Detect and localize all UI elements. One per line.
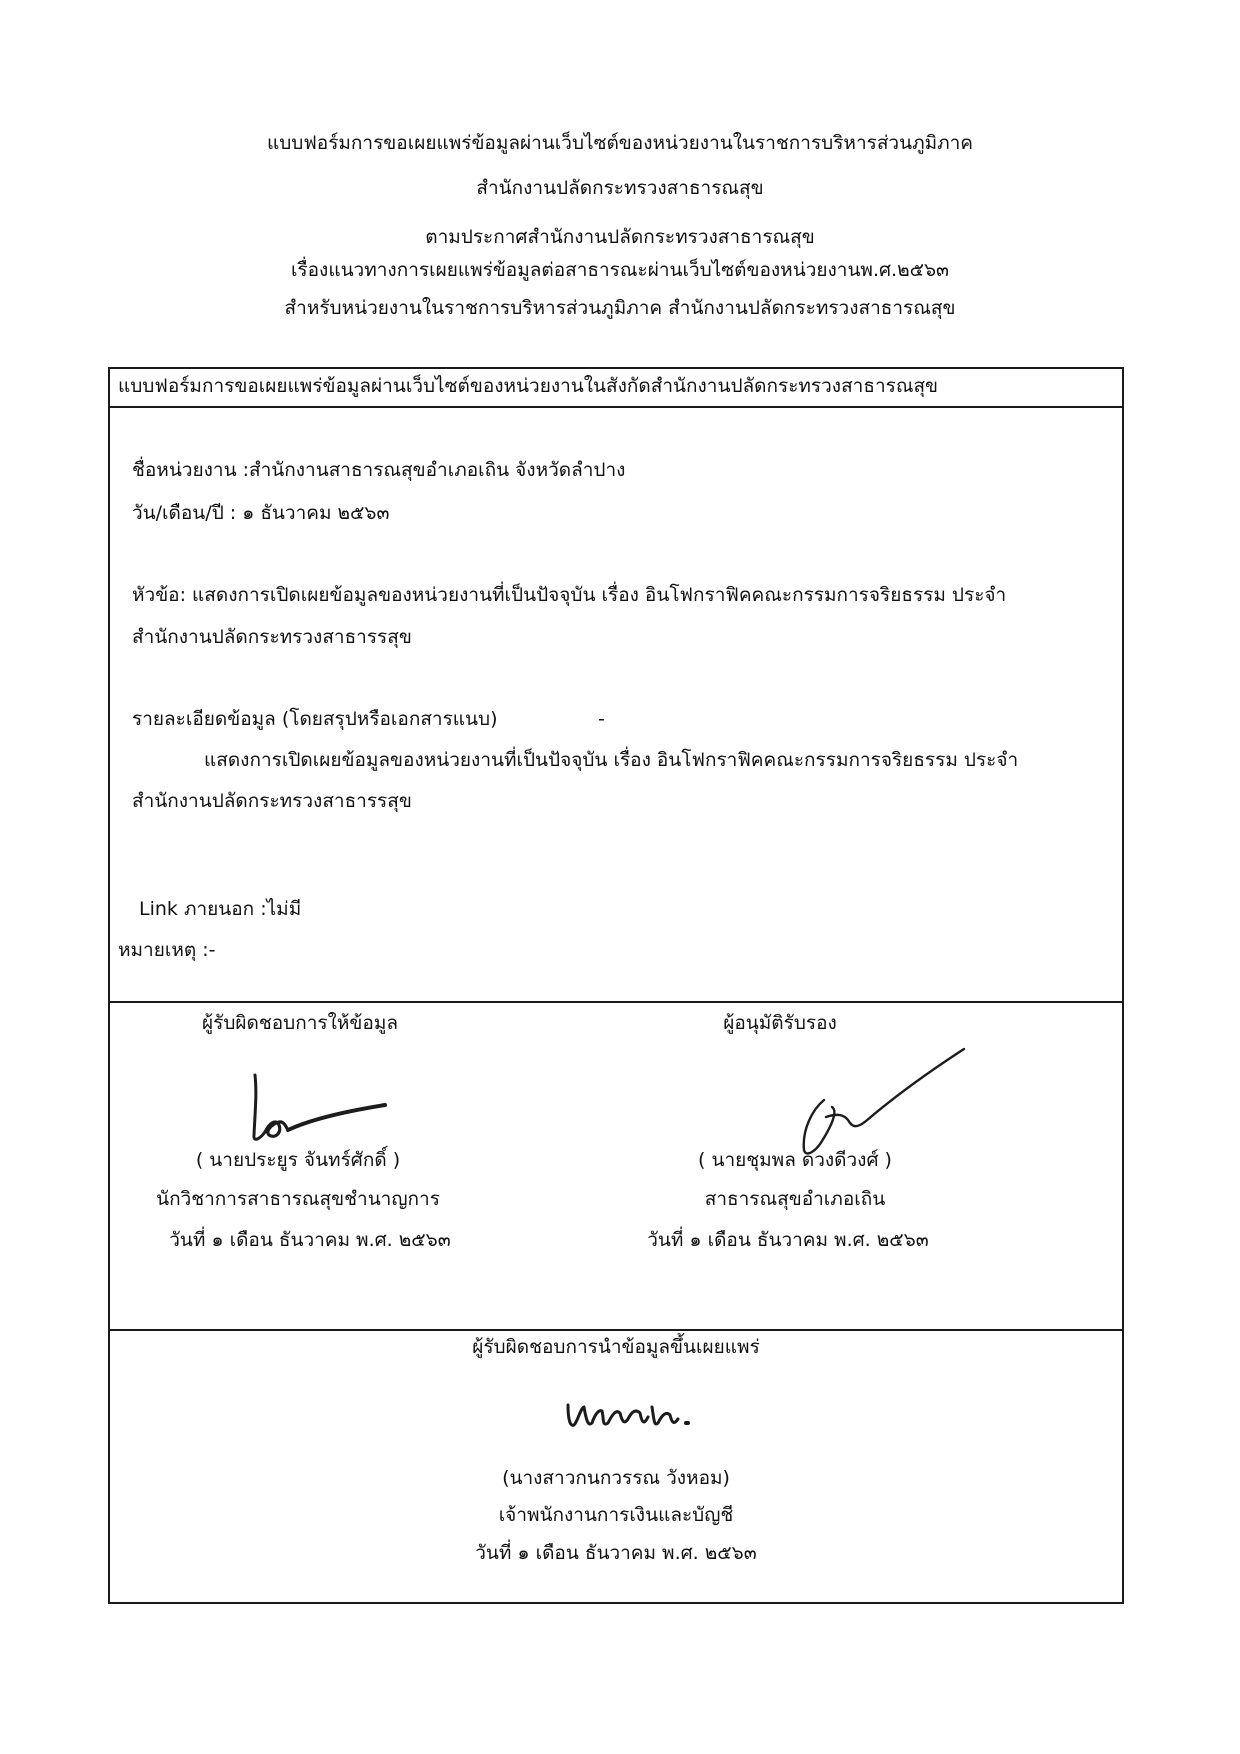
provider-name: ( นายประยูร จันทร์ศักดิ์ )	[195, 1149, 401, 1171]
provider-role: ผู้รับผิดชอบการให้ข้อมูล	[202, 1012, 398, 1034]
approver-name: ( นายชุมพล ดวงดีวงศ์ )	[698, 1149, 892, 1171]
approver-signature	[794, 1045, 974, 1165]
provider-date: วันที่ ๑ เดือน ธันวาคม พ.ศ. ๒๕๖๓	[169, 1229, 451, 1251]
header-line-3: ตามประกาศสำนักงานปลัดกระทรวงสาธารณสุข	[425, 226, 815, 248]
publisher-signature	[562, 1389, 702, 1433]
approver-position: สาธารณสุขอำเภอเถิน	[704, 1188, 886, 1210]
form-box	[108, 367, 1124, 1604]
approver-date: วันที่ ๑ เดือน ธันวาคม พ.ศ. ๒๕๖๓	[647, 1229, 929, 1251]
agency-name: ชื่อหน่วยงาน :สำนักงานสาธารณสุขอำเภอเถิน จังหวัดลำปาง	[132, 459, 626, 481]
provider-position: นักวิชาการสาธารณสุขชำนาญการ	[156, 1188, 440, 1210]
details-divider	[110, 1001, 1122, 1003]
publisher-position: เจ้าพนักงานการเงินและบัญชี	[498, 1504, 734, 1526]
details-line-1: แสดงการเปิดเผยข้อมูลของหน่วยงานที่เป็นปัจจุบัน เรื่อง อินโฟกราฟิคคณะกรรมการจริยธรรม ประจำ	[204, 749, 1019, 771]
topic-line-1: หัวข้อ: แสดงการเปิดเผยข้อมูลของหน่วยงานที่เป็นปัจจุบัน เรื่อง อินโฟกราฟิคคณะกรรมการจริยธรรม ประจำ	[132, 584, 1007, 606]
header-line-2: สำนักงานปลัดกระทรวงสาธารณสุข	[476, 177, 764, 199]
header-line-1: แบบฟอร์มการขอเผยแพร่ข้อมูลผ่านเว็บไซต์ของหน่วยงานในราชการบริหารส่วนภูมิภาค	[266, 132, 974, 154]
details-label: รายละเอียดข้อมูล (โดยสรุปหรือเอกสารแนบ)	[132, 708, 498, 730]
publisher-name: (นางสาวกนกวรรณ วังหอม)	[502, 1467, 730, 1489]
form-title: แบบฟอร์มการขอเผยแพร่ข้อมูลผ่านเว็บไซต์ของหน่วยงานในสังกัดสำนักงานปลัดกระทรวงสาธารณสุข	[118, 375, 939, 397]
details-dash: -	[598, 708, 605, 730]
topic-line-2: สำนักงานปลัดกระทรวงสาธารรสุข	[132, 626, 412, 648]
remark: หมายเหตุ :-	[118, 939, 216, 961]
provider-signature	[245, 1069, 395, 1159]
title-divider	[110, 406, 1122, 408]
approver-role: ผู้อนุมัติรับรอง	[723, 1012, 837, 1034]
external-link: Link ภายนอก :ไม่มี	[139, 898, 302, 920]
publisher-role: ผู้รับผิดชอบการนำข้อมูลขึ้นเผยแพร่	[472, 1336, 760, 1358]
publisher-date: วันที่ ๑ เดือน ธันวาคม พ.ศ. ๒๕๖๓	[475, 1542, 757, 1564]
header-line-4: เรื่องแนวทางการเผยแพร่ข้อมูลต่อสาธารณะผ่านเว็บไซต์ของหน่วยงานพ.ศ.๒๕๖๓	[290, 259, 950, 281]
form-date: วัน/เดือน/ปี : ๑ ธันวาคม ๒๕๖๓	[132, 502, 390, 524]
header-line-5: สำหรับหน่วยงานในราชการบริหารส่วนภูมิภาค สำนักงานปลัดกระทรวงสาธารณสุข	[284, 297, 956, 319]
signatures-divider	[110, 1329, 1122, 1331]
details-line-2: สำนักงานปลัดกระทรวงสาธารรสุข	[132, 790, 412, 812]
